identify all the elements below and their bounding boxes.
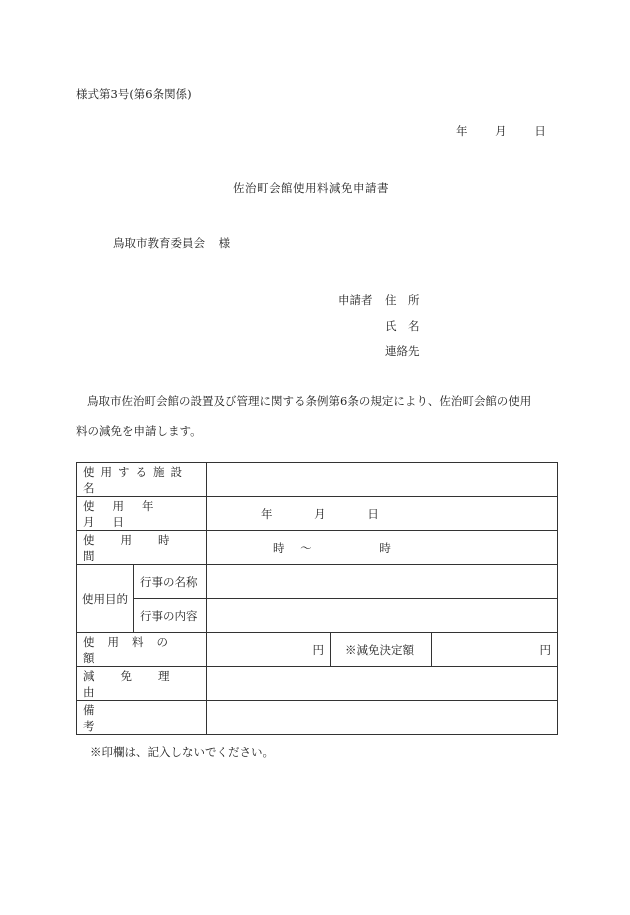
row-event-name: [77, 565, 558, 599]
time-label: 使用時間: [77, 531, 207, 565]
event-content-input[interactable]: [207, 599, 558, 633]
date-month-unit-cell: 月: [314, 506, 326, 521]
reduction-input[interactable]: [432, 633, 558, 667]
form-number: 様式第3号(第6条関係): [76, 87, 192, 101]
date-year-unit-cell: 年: [261, 506, 273, 521]
event-name-input[interactable]: [207, 565, 558, 599]
row-event-content: [77, 599, 558, 633]
reduction-label: ※減免決定額: [331, 633, 432, 667]
remarks-input[interactable]: [207, 701, 558, 735]
page-title: 佐治町会館使用料減免申請書: [233, 181, 389, 195]
row-date: [77, 497, 558, 531]
remarks-label: 備考: [77, 701, 207, 735]
row-reason: [77, 667, 558, 701]
event-content-label: 行事の内容: [134, 599, 207, 633]
date-line: [456, 123, 546, 139]
date-month-unit: 月: [495, 124, 507, 138]
applicant-address-label: 住 所: [385, 293, 420, 307]
reason-input[interactable]: [207, 667, 558, 701]
applicant-name-label: 氏 名: [385, 319, 420, 333]
facility-input[interactable]: [207, 463, 558, 497]
application-table: [76, 462, 558, 735]
date-year-unit: 年: [456, 124, 468, 138]
applicant-contact-label: 連絡先: [385, 344, 420, 358]
fee-unit: 円: [312, 642, 324, 657]
reason-label: 減免理由: [77, 667, 207, 701]
fee-input[interactable]: [207, 633, 331, 667]
reduction-unit: 円: [539, 642, 552, 657]
row-facility: [77, 463, 558, 497]
row-time: [77, 531, 558, 565]
time-tilde: ～: [300, 540, 312, 555]
date-day-unit: 日: [534, 124, 546, 138]
footnote: ※印欄は、記入しないでください。: [90, 745, 274, 759]
body-text-line-2: 料の減免を申請します。: [76, 424, 202, 438]
time-input[interactable]: [207, 531, 558, 565]
row-remarks: [77, 701, 558, 735]
purpose-label: 使用目的: [77, 565, 134, 633]
applicant-role: 申請者: [338, 293, 373, 307]
addressee-honorific: 様: [218, 236, 231, 250]
addressee: [113, 235, 230, 251]
fee-label: 使用料の額: [77, 633, 207, 667]
addressee-name: 鳥取市教育委員会: [113, 236, 205, 250]
date-input[interactable]: [207, 497, 558, 531]
time-from-unit: 時: [273, 540, 285, 555]
date-label: 使用年月日: [77, 497, 207, 531]
facility-label: 使用する施設名: [83, 464, 188, 495]
time-to-unit: 時: [379, 540, 391, 555]
event-name-label: 行事の名称: [134, 565, 207, 599]
row-fee: [77, 633, 558, 667]
body-text-line-1: 鳥取市佐治町会館の設置及び管理に関する条例第6条の規定により、佐治町会館の使用: [87, 394, 532, 408]
date-day-unit-cell: 日: [367, 506, 379, 521]
